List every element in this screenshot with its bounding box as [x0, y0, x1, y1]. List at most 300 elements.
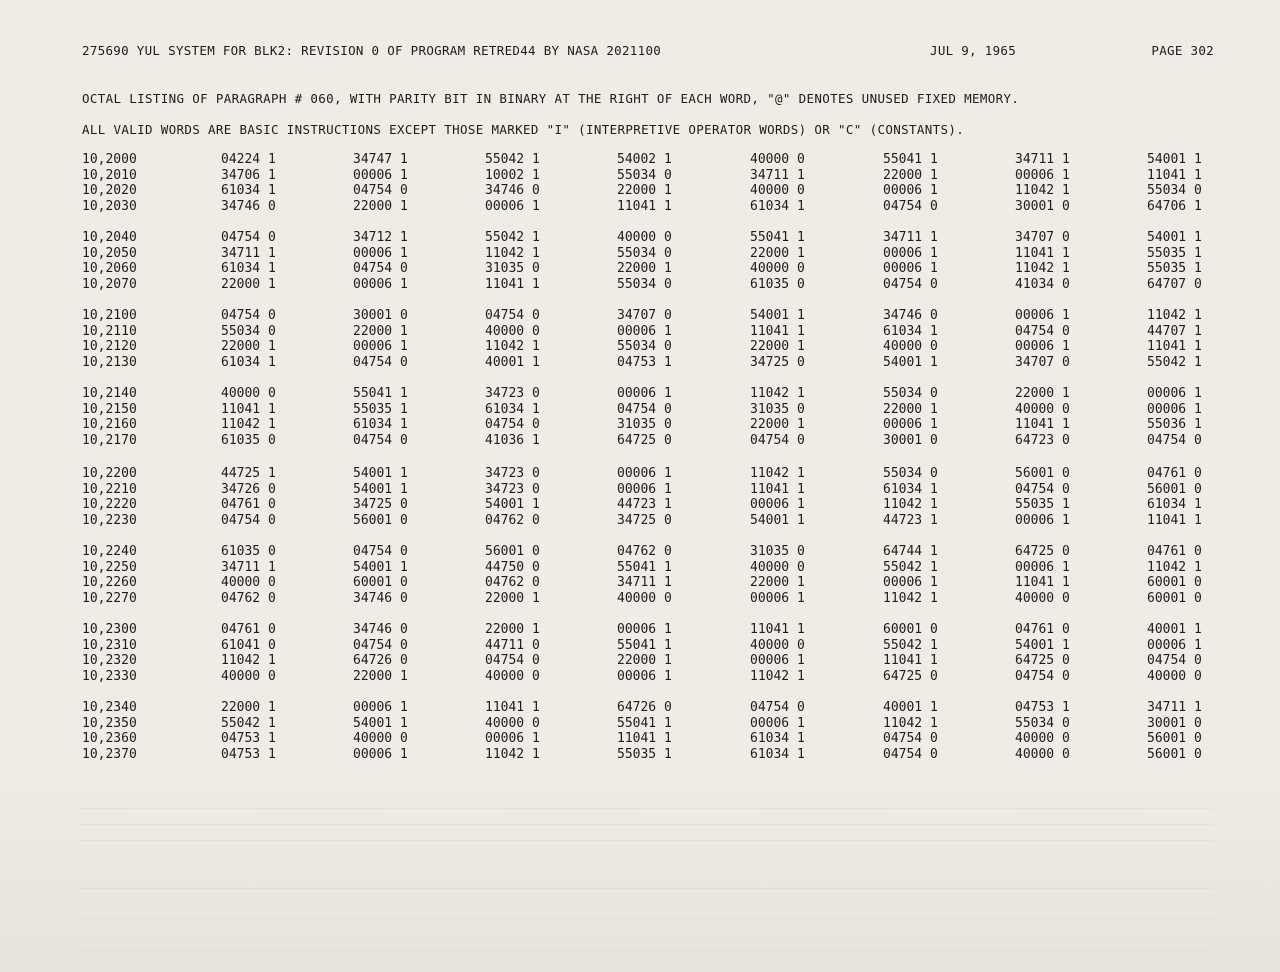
address-cell: 10,2300: [82, 622, 137, 637]
octal-word-cell: 34746 0: [485, 183, 540, 198]
octal-word-cell: 60001 0: [353, 575, 408, 590]
octal-word-cell: 11042 1: [1015, 261, 1070, 276]
octal-word-cell: 11042 1: [221, 417, 276, 432]
octal-word-cell: 61035 0: [750, 276, 805, 292]
octal-word-cell: 00006 1: [485, 731, 540, 746]
octal-word-cell: 00006 1: [883, 417, 938, 432]
octal-word-cell: 00006 1: [883, 183, 938, 198]
octal-word-cell: 04754 0: [485, 308, 540, 323]
octal-word-cell: 31035 0: [617, 417, 672, 432]
octal-word-cell: 04762 0: [221, 590, 276, 606]
octal-word-cell: 11042 1: [883, 590, 938, 606]
octal-word-cell: 11041 1: [1147, 339, 1202, 354]
octal-word-cell: 00006 1: [750, 715, 805, 731]
listing-row: [0, 308, 1280, 324]
octal-word-cell: 40000 0: [485, 715, 540, 731]
octal-word-cell: 04754 0: [221, 308, 276, 323]
octal-word-cell: 44750 0: [485, 559, 540, 575]
octal-word-cell: 54001 1: [485, 497, 540, 512]
octal-word-cell: 55042 1: [485, 230, 540, 245]
listing-row: [0, 199, 1280, 215]
listing-row: [0, 560, 1280, 576]
octal-word-cell: 55042 1: [883, 637, 938, 653]
octal-word-cell: 34723 0: [485, 386, 540, 401]
octal-word-cell: 60001 0: [883, 622, 938, 637]
listing-row: [0, 544, 1280, 560]
octal-word-cell: 22000 1: [221, 700, 276, 715]
octal-word-cell: 55042 1: [1147, 354, 1202, 370]
address-cell: 10,2320: [82, 653, 137, 668]
description-line-1: OCTAL LISTING OF PARAGRAPH # 060, WITH PARITY BIT IN BINARY AT THE RIGHT OF EACH WORD, "@" DENOTES UNUSED FIXED MEMORY.: [82, 91, 1020, 106]
address-cell: 10,2350: [82, 715, 137, 731]
octal-word-cell: 00006 1: [1147, 637, 1202, 653]
octal-word-cell: 22000 1: [1015, 386, 1070, 401]
octal-word-cell: 34725 0: [617, 512, 672, 528]
address-cell: 10,2140: [82, 386, 137, 401]
octal-word-cell: 40000 0: [1015, 590, 1070, 606]
octal-word-cell: 61034 1: [485, 401, 540, 417]
listing-row: [0, 716, 1280, 732]
octal-word-cell: 40000 0: [221, 575, 276, 590]
octal-word-cell: 11041 1: [485, 700, 540, 715]
address-cell: 10,2040: [82, 230, 137, 245]
octal-word-cell: 44723 1: [883, 512, 938, 528]
octal-word-cell: 04754 0: [883, 276, 938, 292]
address-cell: 10,2010: [82, 167, 137, 183]
octal-word-cell: 04224 1: [221, 152, 276, 167]
octal-word-cell: 00006 1: [353, 339, 408, 354]
octal-word-cell: 34711 1: [1147, 700, 1202, 715]
octal-word-cell: 34746 0: [353, 590, 408, 606]
octal-word-cell: 11041 1: [750, 323, 805, 339]
octal-word-cell: 55041 1: [617, 715, 672, 731]
listing-row: [0, 669, 1280, 685]
octal-word-cell: 22000 1: [883, 167, 938, 183]
octal-word-cell: 00006 1: [883, 575, 938, 590]
listing-row: [0, 497, 1280, 513]
listing-row: [0, 355, 1280, 371]
octal-word-cell: 54001 1: [750, 512, 805, 528]
octal-word-cell: 40000 0: [750, 637, 805, 653]
octal-word-cell: 44711 0: [485, 637, 540, 653]
octal-word-cell: 64706 1: [1147, 198, 1202, 214]
octal-word-cell: 34726 0: [221, 481, 276, 497]
octal-word-cell: 41036 1: [485, 432, 540, 448]
octal-word-cell: 55041 1: [353, 386, 408, 401]
address-cell: 10,2360: [82, 731, 137, 746]
address-cell: 10,2160: [82, 417, 137, 432]
octal-word-cell: 04754 0: [353, 261, 408, 276]
octal-word-cell: 00006 1: [1015, 167, 1070, 183]
octal-word-cell: 11042 1: [883, 715, 938, 731]
octal-word-cell: 61034 1: [1147, 497, 1202, 512]
octal-word-cell: 04754 0: [1147, 432, 1202, 448]
octal-word-cell: 30001 0: [1015, 198, 1070, 214]
octal-word-cell: 54001 1: [1147, 230, 1202, 245]
octal-word-cell: 22000 1: [353, 323, 408, 339]
listing-row: [0, 700, 1280, 716]
octal-word-cell: 22000 1: [353, 668, 408, 684]
octal-word-cell: 40000 0: [221, 668, 276, 684]
address-cell: 10,2240: [82, 544, 137, 559]
octal-word-cell: 34711 1: [750, 167, 805, 183]
octal-word-cell: 54001 1: [750, 308, 805, 323]
octal-word-cell: 22000 1: [485, 622, 540, 637]
octal-word-cell: 55034 0: [221, 323, 276, 339]
octal-word-cell: 34711 1: [1015, 152, 1070, 167]
listing-row: [0, 183, 1280, 199]
octal-word-cell: 54001 1: [353, 715, 408, 731]
octal-word-cell: 04754 0: [485, 653, 540, 668]
octal-word-cell: 44723 1: [617, 497, 672, 512]
octal-word-cell: 34711 1: [883, 230, 938, 245]
octal-word-cell: 64707 0: [1147, 276, 1202, 292]
octal-word-cell: 04754 0: [750, 700, 805, 715]
octal-word-cell: 34723 0: [485, 481, 540, 497]
octal-word-cell: 34746 0: [221, 198, 276, 214]
octal-word-cell: 40000 0: [1015, 731, 1070, 746]
octal-word-cell: 00006 1: [617, 323, 672, 339]
description-line-2: ALL VALID WORDS ARE BASIC INSTRUCTIONS EXCEPT THOSE MARKED "I" (INTERPRETIVE OPERATOR WORDS) OR "C" (CONSTANTS).: [82, 122, 965, 137]
octal-word-cell: 61034 1: [750, 198, 805, 214]
octal-word-cell: 34711 1: [221, 245, 276, 261]
octal-word-cell: 40000 0: [750, 261, 805, 276]
octal-word-cell: 04754 0: [750, 432, 805, 448]
octal-word-cell: 00006 1: [750, 590, 805, 606]
octal-word-cell: 56001 0: [1147, 731, 1202, 746]
octal-word-cell: 11041 1: [1147, 167, 1202, 183]
octal-word-cell: 61034 1: [221, 261, 276, 276]
octal-word-cell: 56001 0: [1147, 746, 1202, 762]
octal-word-cell: 55034 0: [883, 466, 938, 481]
listing-row: [0, 277, 1280, 293]
listing-row: [0, 152, 1280, 168]
page-header: [82, 43, 1214, 59]
address-cell: 10,2260: [82, 575, 137, 590]
octal-word-cell: 22000 1: [750, 339, 805, 354]
address-cell: 10,2130: [82, 354, 137, 370]
address-cell: 10,2060: [82, 261, 137, 276]
octal-word-cell: 04754 0: [353, 354, 408, 370]
octal-word-cell: 64744 1: [883, 544, 938, 559]
octal-word-cell: 11041 1: [221, 401, 276, 417]
octal-word-cell: 54001 1: [353, 559, 408, 575]
listing-row: [0, 417, 1280, 433]
octal-word-cell: 64725 0: [617, 432, 672, 448]
octal-word-cell: 40000 0: [1147, 668, 1202, 684]
octal-word-cell: 54001 1: [1147, 152, 1202, 167]
octal-word-cell: 04754 0: [883, 731, 938, 746]
octal-word-cell: 11041 1: [750, 622, 805, 637]
octal-word-cell: 04754 0: [221, 230, 276, 245]
octal-word-cell: 04753 1: [1015, 700, 1070, 715]
octal-word-cell: 11041 1: [1015, 417, 1070, 432]
octal-word-cell: 22000 1: [617, 261, 672, 276]
octal-word-cell: 04754 0: [353, 544, 408, 559]
octal-word-cell: 40000 0: [353, 731, 408, 746]
address-cell: 10,2000: [82, 152, 137, 167]
octal-word-cell: 00006 1: [353, 167, 408, 183]
octal-word-cell: 56001 0: [485, 544, 540, 559]
octal-word-cell: 34711 1: [221, 559, 276, 575]
octal-word-cell: 34712 1: [353, 230, 408, 245]
octal-word-cell: 44707 1: [1147, 323, 1202, 339]
octal-word-cell: 40000 0: [1015, 401, 1070, 417]
octal-word-cell: 00006 1: [617, 481, 672, 497]
octal-word-cell: 11041 1: [883, 653, 938, 668]
octal-word-cell: 00006 1: [353, 700, 408, 715]
octal-word-cell: 22000 1: [883, 401, 938, 417]
listing-row: [0, 591, 1280, 607]
octal-word-cell: 11042 1: [485, 339, 540, 354]
octal-word-cell: 34707 0: [617, 308, 672, 323]
octal-word-cell: 61034 1: [750, 731, 805, 746]
octal-word-cell: 40000 0: [485, 668, 540, 684]
octal-word-cell: 00006 1: [883, 245, 938, 261]
octal-word-cell: 64723 0: [1015, 432, 1070, 448]
octal-word-cell: 55035 1: [1015, 497, 1070, 512]
octal-word-cell: 54001 1: [353, 481, 408, 497]
octal-word-cell: 31035 0: [750, 401, 805, 417]
octal-word-cell: 61041 0: [221, 637, 276, 653]
address-cell: 10,2070: [82, 276, 137, 292]
octal-word-cell: 00006 1: [1147, 386, 1202, 401]
octal-word-cell: 61034 1: [353, 417, 408, 432]
octal-word-cell: 04762 0: [617, 544, 672, 559]
address-cell: 10,2020: [82, 183, 137, 198]
octal-word-cell: 55036 1: [1147, 417, 1202, 432]
octal-word-cell: 61034 1: [750, 746, 805, 762]
octal-word-cell: 55034 0: [617, 167, 672, 183]
address-cell: 10,2030: [82, 198, 137, 214]
octal-word-cell: 54001 1: [353, 466, 408, 481]
octal-word-cell: 00006 1: [485, 198, 540, 214]
octal-word-cell: 11042 1: [1015, 183, 1070, 198]
octal-word-cell: 55035 1: [353, 401, 408, 417]
octal-word-cell: 34706 1: [221, 167, 276, 183]
listing-row: [0, 168, 1280, 184]
octal-word-cell: 55034 0: [1015, 715, 1070, 731]
listing-row: [0, 386, 1280, 402]
octal-word-cell: 00006 1: [353, 276, 408, 292]
octal-word-cell: 55035 1: [617, 746, 672, 762]
octal-word-cell: 56001 0: [353, 512, 408, 528]
address-cell: 10,2150: [82, 401, 137, 417]
octal-word-cell: 04761 0: [1015, 622, 1070, 637]
listing-row: [0, 466, 1280, 482]
octal-word-cell: 11042 1: [750, 386, 805, 401]
octal-word-cell: 55035 1: [1147, 261, 1202, 276]
octal-word-cell: 56001 0: [1015, 466, 1070, 481]
octal-word-cell: 55034 0: [617, 276, 672, 292]
octal-word-cell: 64725 0: [1015, 653, 1070, 668]
octal-word-cell: 00006 1: [617, 622, 672, 637]
address-cell: 10,2250: [82, 559, 137, 575]
octal-word-cell: 40000 0: [617, 230, 672, 245]
octal-word-cell: 40001 1: [1147, 622, 1202, 637]
address-cell: 10,2100: [82, 308, 137, 323]
octal-word-cell: 55034 0: [617, 245, 672, 261]
octal-word-cell: 11042 1: [485, 746, 540, 762]
octal-word-cell: 04753 1: [221, 731, 276, 746]
octal-word-cell: 11041 1: [1147, 512, 1202, 528]
octal-word-cell: 55034 0: [617, 339, 672, 354]
octal-word-cell: 40000 0: [883, 339, 938, 354]
octal-word-cell: 00006 1: [353, 245, 408, 261]
octal-word-cell: 00006 1: [750, 497, 805, 512]
octal-word-cell: 34746 0: [883, 308, 938, 323]
octal-word-cell: 54001 1: [1015, 637, 1070, 653]
listing-row: [0, 513, 1280, 529]
octal-word-cell: 40000 0: [221, 386, 276, 401]
address-cell: 10,2230: [82, 512, 137, 528]
octal-word-cell: 31035 0: [485, 261, 540, 276]
octal-word-cell: 30001 0: [1147, 715, 1202, 731]
octal-word-cell: 22000 1: [750, 575, 805, 590]
listing-row: [0, 230, 1280, 246]
listing-row: [0, 653, 1280, 669]
listing-row: [0, 575, 1280, 591]
octal-word-cell: 40000 0: [750, 183, 805, 198]
header-date: JUL 9, 1965: [930, 43, 1017, 58]
octal-word-cell: 04754 0: [1015, 668, 1070, 684]
octal-word-cell: 61034 1: [883, 323, 938, 339]
address-cell: 10,2310: [82, 637, 137, 653]
octal-word-cell: 55042 1: [485, 152, 540, 167]
octal-word-cell: 34747 1: [353, 152, 408, 167]
octal-word-cell: 64726 0: [617, 700, 672, 715]
octal-word-cell: 61035 0: [221, 544, 276, 559]
address-cell: 10,2270: [82, 590, 137, 606]
address-cell: 10,2110: [82, 323, 137, 339]
header-program-info: 275690 YUL SYSTEM FOR BLK2: REVISION 0 OF PROGRAM RETRED44 BY NASA 2021100: [82, 43, 662, 58]
octal-word-cell: 11041 1: [1015, 575, 1070, 590]
octal-word-cell: 61034 1: [221, 183, 276, 198]
listing-row: [0, 339, 1280, 355]
octal-word-cell: 40000 0: [485, 323, 540, 339]
octal-word-cell: 11042 1: [1147, 308, 1202, 323]
octal-word-cell: 22000 1: [221, 276, 276, 292]
address-cell: 10,2340: [82, 700, 137, 715]
octal-word-cell: 55035 1: [1147, 245, 1202, 261]
octal-word-cell: 55041 1: [883, 152, 938, 167]
listing-row: [0, 433, 1280, 449]
octal-word-cell: 61035 0: [221, 432, 276, 448]
octal-word-cell: 54002 1: [617, 152, 672, 167]
octal-word-cell: 44725 1: [221, 466, 276, 481]
listing-row: [0, 402, 1280, 418]
octal-word-cell: 04753 1: [221, 746, 276, 762]
octal-word-cell: 22000 1: [750, 417, 805, 432]
octal-word-cell: 40001 1: [883, 700, 938, 715]
listing-row: [0, 246, 1280, 262]
address-cell: 10,2330: [82, 668, 137, 684]
octal-word-cell: 04754 0: [485, 417, 540, 432]
address-cell: 10,2050: [82, 245, 137, 261]
octal-word-cell: 00006 1: [883, 261, 938, 276]
octal-word-cell: 61034 1: [221, 354, 276, 370]
octal-word-cell: 00006 1: [1015, 559, 1070, 575]
octal-word-cell: 22000 1: [485, 590, 540, 606]
octal-word-cell: 61034 1: [883, 481, 938, 497]
octal-word-cell: 10002 1: [485, 167, 540, 183]
octal-word-cell: 00006 1: [617, 668, 672, 684]
octal-word-cell: 30001 0: [883, 432, 938, 448]
octal-word-cell: 40000 0: [1015, 746, 1070, 762]
octal-word-cell: 22000 1: [750, 245, 805, 261]
listing-row: [0, 622, 1280, 638]
octal-word-cell: 11041 1: [750, 481, 805, 497]
octal-word-cell: 55041 1: [617, 559, 672, 575]
octal-word-cell: 04762 0: [485, 575, 540, 590]
bleed-through-area: [0, 780, 1280, 972]
octal-word-cell: 34707 0: [1015, 230, 1070, 245]
octal-word-cell: 04754 0: [353, 183, 408, 198]
octal-word-cell: 04754 0: [883, 198, 938, 214]
octal-word-cell: 55042 1: [883, 559, 938, 575]
octal-word-cell: 22000 1: [617, 653, 672, 668]
address-cell: 10,2170: [82, 432, 137, 448]
octal-word-cell: 11042 1: [1147, 559, 1202, 575]
octal-word-cell: 04754 0: [617, 401, 672, 417]
octal-word-cell: 31035 0: [750, 544, 805, 559]
listing-row: [0, 747, 1280, 763]
octal-word-cell: 55034 0: [883, 386, 938, 401]
octal-word-cell: 64726 0: [353, 653, 408, 668]
octal-word-cell: 34725 0: [353, 497, 408, 512]
octal-word-cell: 22000 1: [353, 198, 408, 214]
octal-word-cell: 40000 0: [617, 590, 672, 606]
header-page-number: PAGE 302: [1151, 43, 1214, 58]
octal-word-cell: 00006 1: [617, 386, 672, 401]
octal-word-cell: 04754 0: [353, 637, 408, 653]
octal-word-cell: 04761 0: [221, 622, 276, 637]
octal-word-cell: 22000 1: [221, 339, 276, 354]
octal-word-cell: 04753 1: [617, 354, 672, 370]
octal-word-cell: 11041 1: [617, 731, 672, 746]
octal-word-cell: 04754 0: [883, 746, 938, 762]
octal-word-cell: 00006 1: [1015, 512, 1070, 528]
octal-word-cell: 11042 1: [221, 653, 276, 668]
octal-word-cell: 30001 0: [353, 308, 408, 323]
octal-word-cell: 34711 1: [617, 575, 672, 590]
octal-word-cell: 00006 1: [1015, 308, 1070, 323]
octal-word-cell: 04761 0: [1147, 466, 1202, 481]
octal-word-cell: 04754 0: [221, 512, 276, 528]
address-cell: 10,2210: [82, 481, 137, 497]
address-cell: 10,2120: [82, 339, 137, 354]
octal-word-cell: 11042 1: [750, 668, 805, 684]
octal-word-cell: 00006 1: [750, 653, 805, 668]
octal-word-cell: 04754 0: [1147, 653, 1202, 668]
listing-row: [0, 731, 1280, 747]
octal-word-cell: 34746 0: [353, 622, 408, 637]
octal-word-cell: 40001 1: [485, 354, 540, 370]
octal-word-cell: 11042 1: [883, 497, 938, 512]
octal-word-cell: 00006 1: [617, 466, 672, 481]
octal-word-cell: 00006 1: [353, 746, 408, 762]
octal-word-cell: 56001 0: [1147, 481, 1202, 497]
octal-word-cell: 55041 1: [617, 637, 672, 653]
octal-word-cell: 04754 0: [353, 432, 408, 448]
octal-word-cell: 04762 0: [485, 512, 540, 528]
octal-word-cell: 55042 1: [221, 715, 276, 731]
octal-word-cell: 11042 1: [750, 466, 805, 481]
octal-word-cell: 41034 0: [1015, 276, 1070, 292]
address-cell: 10,2370: [82, 746, 137, 762]
address-cell: 10,2200: [82, 466, 137, 481]
octal-word-cell: 11042 1: [485, 245, 540, 261]
